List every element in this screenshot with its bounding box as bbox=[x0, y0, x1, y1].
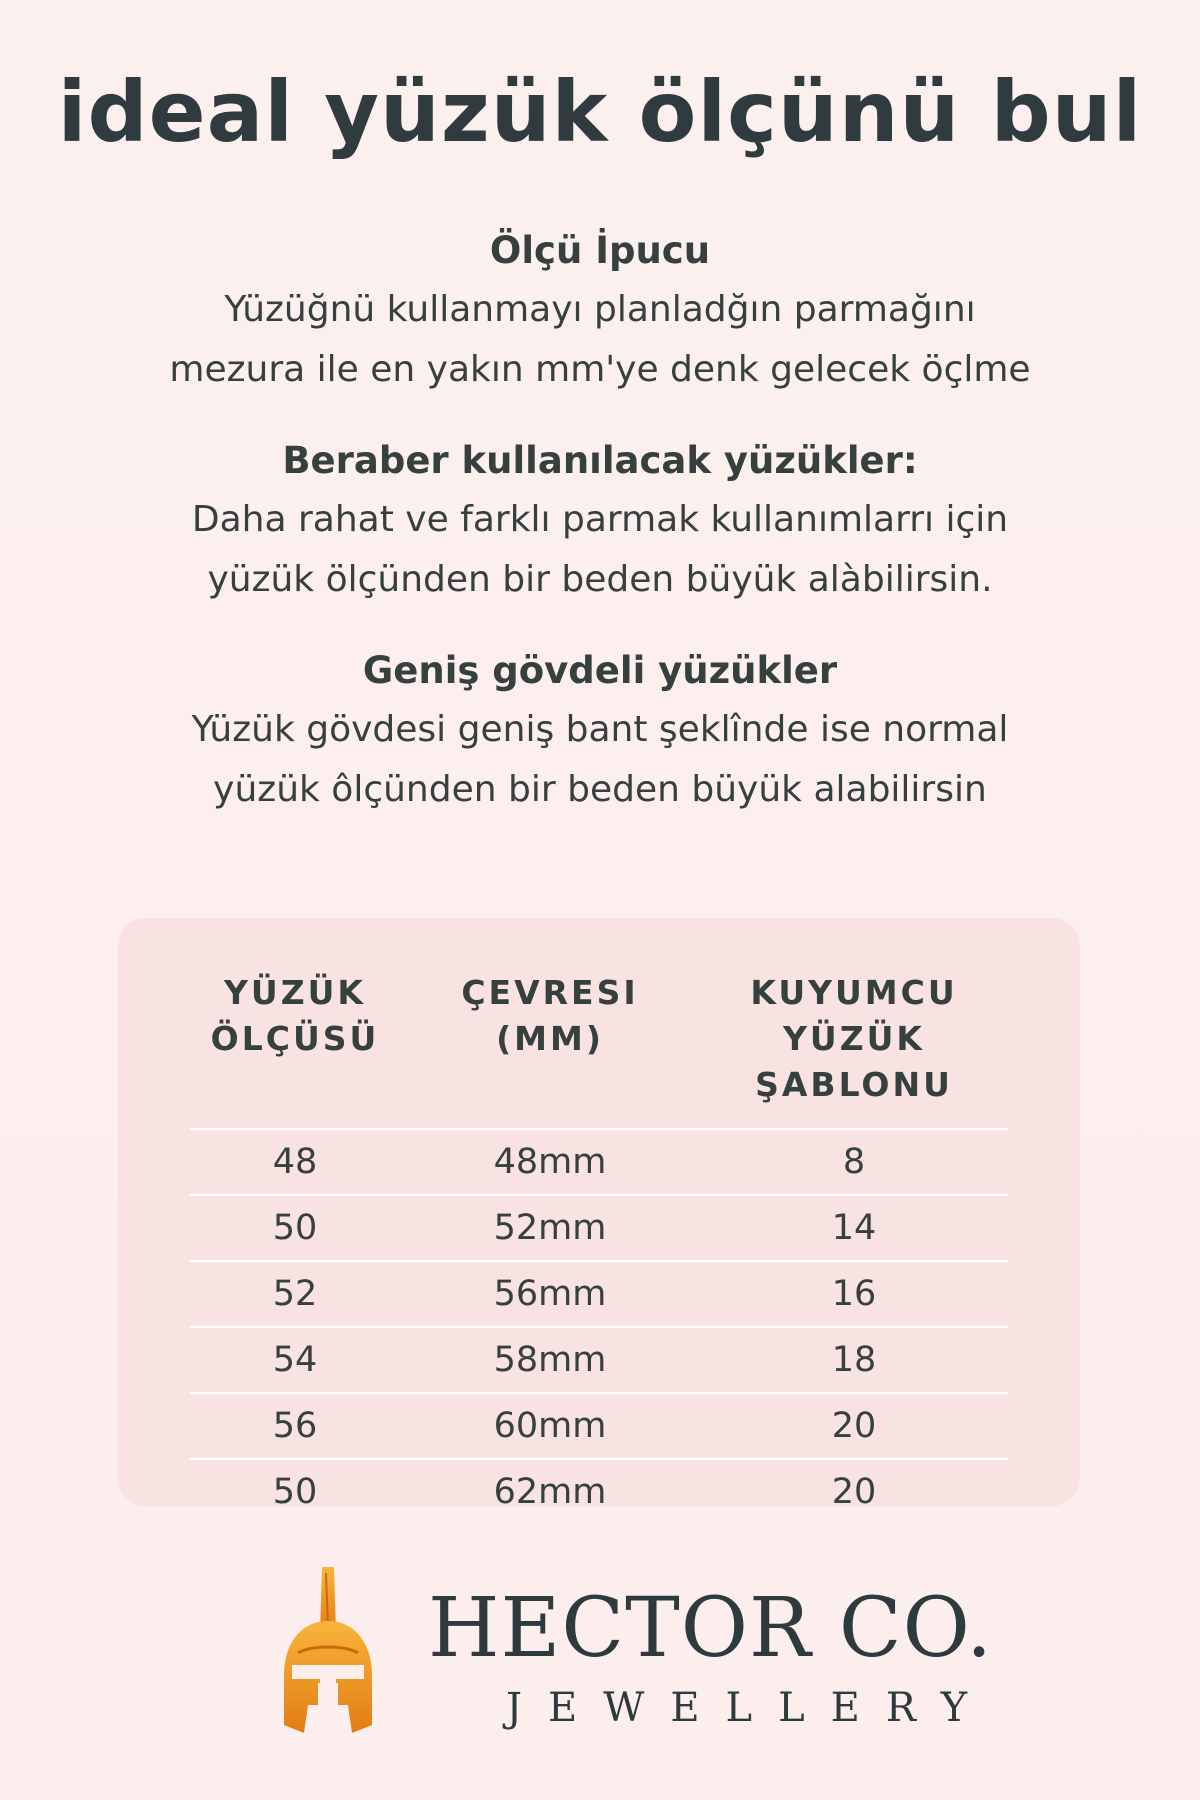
tip-text-line: yüzük ôlçünden bir beden büyük alabilirsin bbox=[213, 769, 987, 810]
column-header-jeweler-template bbox=[700, 970, 1008, 1129]
brand-subtitle: JEWELLERY bbox=[506, 1685, 994, 1731]
tip-text-line: yüzük ölçünden bir beden büyük alàbilirsin. bbox=[207, 559, 993, 600]
cell-ring-size: 48 bbox=[190, 1129, 400, 1195]
cell-template: 16 bbox=[700, 1261, 1008, 1327]
column-header-ring-size bbox=[190, 970, 400, 1129]
cell-template: 14 bbox=[700, 1195, 1008, 1261]
cell-ring-size: 52 bbox=[190, 1261, 400, 1327]
table-header-row bbox=[190, 970, 1008, 1129]
tip-measuring bbox=[0, 222, 1200, 400]
header-line: YÜZÜK bbox=[224, 973, 366, 1012]
header-line: (MM) bbox=[496, 1019, 604, 1058]
table-row bbox=[190, 1129, 1008, 1195]
tip-heading: Beraber kullanılacak yüzükler: bbox=[282, 439, 918, 482]
cell-circumference: 60mm bbox=[400, 1393, 700, 1459]
page-title: ideal yüzük ölçünü bul bbox=[57, 63, 1143, 161]
cell-template: 20 bbox=[700, 1393, 1008, 1459]
header-line: ÖLÇÜSÜ bbox=[210, 1019, 380, 1058]
header-line: KUYUMCU bbox=[750, 973, 958, 1012]
brand-name: HECTOR CO. bbox=[428, 1581, 994, 1676]
cell-ring-size: 50 bbox=[190, 1195, 400, 1261]
cell-template: 18 bbox=[700, 1327, 1008, 1393]
header-line: YÜZÜK ŞABLONU bbox=[755, 1019, 953, 1104]
spartan-helmet-icon bbox=[278, 1565, 378, 1737]
cell-circumference: 52mm bbox=[400, 1195, 700, 1261]
cell-circumference: 62mm bbox=[493, 1472, 607, 1512]
tip-heading: Geniş gövdeli yüzükler bbox=[362, 649, 838, 692]
size-table bbox=[190, 970, 1008, 1524]
tip-text-line: Daha rahat ve farklı parmak kullanımlarrı için bbox=[191, 499, 1009, 540]
tip-text-line: mezura ile en yakın mm'ye denk gelecek öçlme bbox=[169, 349, 1031, 390]
tip-stacking-rings bbox=[0, 432, 1200, 610]
size-table-card bbox=[118, 918, 1080, 1512]
header-line: ÇEVRESI bbox=[461, 973, 639, 1012]
table-row bbox=[190, 1393, 1008, 1459]
cell-circumference: 48mm bbox=[400, 1129, 700, 1195]
cell-template: 20 bbox=[831, 1472, 877, 1512]
table-row bbox=[190, 1459, 1008, 1524]
cell-ring-size: 54 bbox=[190, 1327, 400, 1393]
cell-template: 8 bbox=[700, 1129, 1008, 1195]
brand-logo bbox=[270, 1565, 994, 1745]
tip-text-line: Yüzük gövdesi geniş bant şeklînde ise normal bbox=[191, 709, 1009, 750]
column-header-circumference bbox=[400, 970, 700, 1129]
tip-text-line: Yüzüğnü kullanmayı planladğın parmağını bbox=[224, 289, 976, 330]
cell-ring-size: 50 bbox=[272, 1472, 318, 1512]
tip-heading: Ölçü İpucu bbox=[489, 229, 711, 272]
table-row bbox=[190, 1327, 1008, 1393]
cell-circumference: 58mm bbox=[400, 1327, 700, 1393]
tip-wide-band-rings bbox=[0, 642, 1200, 820]
table-row bbox=[190, 1195, 1008, 1261]
cell-circumference: 56mm bbox=[400, 1261, 700, 1327]
tips-section bbox=[0, 222, 1200, 852]
table-row bbox=[190, 1261, 1008, 1327]
cell-ring-size: 56 bbox=[190, 1393, 400, 1459]
